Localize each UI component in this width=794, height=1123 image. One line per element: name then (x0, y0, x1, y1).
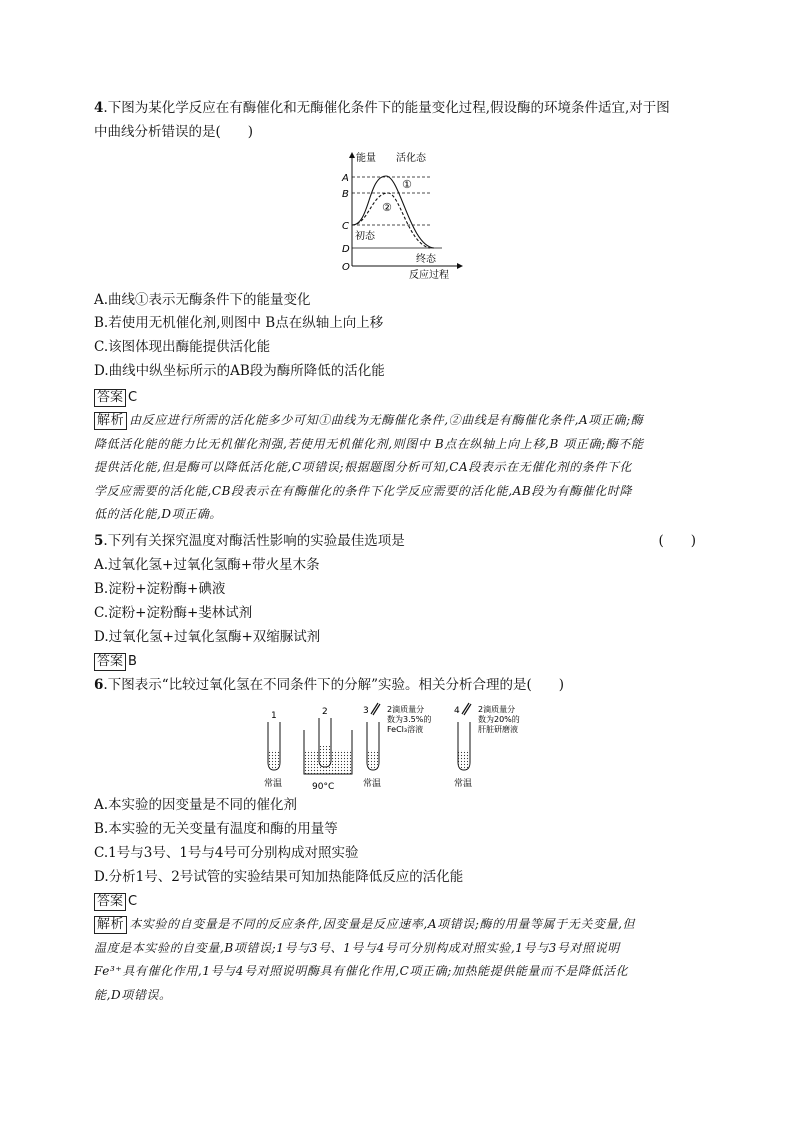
q4-explanation-tag: 解析 (94, 412, 127, 430)
q5-answer-row (94, 651, 137, 672)
q6-answer-tag: 答案 (94, 893, 126, 911)
level-b-label: B (342, 189, 349, 200)
x-axis-label: 反应过程 (409, 270, 449, 281)
q6-explanation-line4: 能,D项错误。 (94, 987, 172, 1002)
tube3-number: 3 (363, 706, 369, 716)
q5-answer-tag: 答案 (94, 653, 126, 671)
q6-option-d: D.分析1号、2号试管的实验结果可知加热能降低反应的活化能 (94, 869, 464, 885)
q4-option-d: D.曲线中纵坐标所示的AB段为酶所降低的活化能 (94, 363, 385, 379)
q4-explanation-line4: 学反应需要的活化能,CB段表示在有酶催化的条件下化学反应需要的活化能,AB段为有酶催化时降 (94, 483, 633, 498)
q6-stem (94, 675, 564, 695)
q6-explanation (94, 913, 700, 1007)
q5-option-a: A.过氧化氢+过氧化氢酶+带火星木条 (94, 557, 320, 573)
level-a-label: A (342, 173, 349, 184)
tube3-temp: 常温 (363, 779, 382, 789)
tube4-note-line3: 肝脏研磨液 (478, 725, 518, 734)
curve1-label: ① (402, 178, 412, 191)
tube4-number: 4 (454, 706, 460, 716)
q4-answer-row (94, 387, 137, 408)
tube3-note-line1: 2滴质量分 (387, 705, 425, 714)
q4-stem-line2: 中曲线分析错误的是( ) (94, 124, 254, 140)
q6-number: 6 (94, 677, 104, 693)
q6-option-a: A.本实验的因变量是不同的催化剂 (94, 797, 298, 813)
tube-2 (319, 718, 331, 767)
tube-3 (367, 722, 379, 770)
q6-option-b: B.本实验的无关变量有温度和酶的用量等 (94, 821, 338, 837)
q4-stem-text: .下图为某化学反应在有酶催化和无酶催化条件下的能量变化过程,假设酶的环境条件适宜,对于图 (103, 100, 670, 116)
dropper-3-icon (371, 703, 380, 715)
q4-explanation-line3: 提供活化能,但是酶可以降低活化能,C项错误;根据题图分析可知,CA段表示在无催化剂的条件下化 (94, 460, 633, 474)
tube4-temp: 常温 (454, 779, 473, 789)
q5-option-d: D.过氧化氢+过氧化氢酶+双缩脲试剂 (94, 629, 321, 645)
test-tube-diagram (256, 700, 546, 792)
q6-explanation-line3: Fe³⁺具有催化作用,1号与4号对照说明酶具有催化作用,C项正确;加热能提供能量而不是降低活化 (94, 964, 629, 978)
tube-1 (268, 722, 280, 770)
q5-option-c: C.淀粉+淀粉酶+斐林试剂 (94, 605, 253, 621)
q4-explanation (94, 409, 700, 527)
q4-explanation-line1 (94, 409, 700, 433)
q4-answer-value: C (128, 390, 138, 405)
q5-stem (94, 531, 405, 551)
tube-4 (458, 722, 470, 770)
energy-diagram (338, 148, 468, 282)
q5-number: 5 (94, 533, 104, 549)
q5-answer-value: B (128, 654, 137, 669)
level-d-label: D (342, 244, 350, 255)
q6-answer-value: C (128, 894, 138, 909)
tube3-note-line2: 数为3.5%的 (387, 715, 432, 724)
q5-stem-text: .下列有关探究温度对酶活性影响的实验最佳选项是 (103, 533, 405, 549)
q5-option-b: B.淀粉+淀粉酶+碘液 (94, 581, 226, 597)
tube4-note-line1: 2滴质量分 (478, 705, 516, 714)
tube2-temp: 90°C (312, 782, 335, 792)
final-label: 终态 (416, 254, 436, 265)
q6-explanation-line2: 温度是本实验的自变量,B项错误;1号与3号、1号与4号可分别构成对照实验,1号与3号对照说明 (94, 940, 620, 955)
q4-answer-tag: 答案 (94, 389, 126, 407)
q4-option-a: A.曲线①表示无酶条件下的能量变化 (94, 292, 311, 308)
origin-label: O (342, 262, 350, 273)
q4-explanation-line2: 降低活化能的能力比无机催化剂强,若使用无机催化剂,则图中 B点在纵轴上向上移,B 项正确;酶不能 (94, 436, 644, 451)
q4-option-b: B.若使用无机催化剂,则图中 B点在纵轴上向上移 (94, 315, 384, 331)
q6-answer-row (94, 891, 137, 912)
tube1-temp: 常温 (264, 779, 283, 789)
q4-option-c: C.该图体现出酶能提供活化能 (94, 339, 271, 355)
q4-stem-line1 (94, 98, 670, 118)
curve2-label: ② (382, 201, 392, 214)
activated-label: 活化态 (396, 153, 426, 164)
q6-option-c: C.1号与3号、1号与4号可分别构成对照实验 (94, 845, 359, 861)
q4-explanation-text1: 由反应进行所需的活化能多少可知①曲线为无酶催化条件,②曲线是有酶催化条件,A项正确;酶 (129, 413, 644, 427)
tube3-note-line3: FeCl₃溶液 (387, 725, 424, 734)
q6-explanation-text1: 本实验的自变量是不同的反应条件,因变量是反应速率,A项错误;酶的用量等属于无关变量,但 (129, 917, 636, 931)
q5-paren: ( ) (658, 533, 696, 549)
q4-explanation-line5: 低的活化能,D项正确。 (94, 507, 223, 521)
y-axis-label: 能量 (356, 153, 376, 164)
initial-label: 初态 (355, 231, 375, 242)
q4-number: 4 (94, 100, 104, 116)
tube4-note-line2: 数为20%的 (478, 715, 520, 724)
dropper-4-icon (462, 703, 471, 715)
q6-explanation-line1 (94, 913, 700, 937)
q6-stem-text: .下图表示“比较过氧化氢在不同条件下的分解”实验。相关分析合理的是( ) (103, 677, 565, 693)
tube2-number: 2 (322, 707, 328, 717)
tube1-number: 1 (271, 711, 277, 721)
level-c-label: C (342, 221, 349, 232)
q6-explanation-tag: 解析 (94, 916, 127, 934)
